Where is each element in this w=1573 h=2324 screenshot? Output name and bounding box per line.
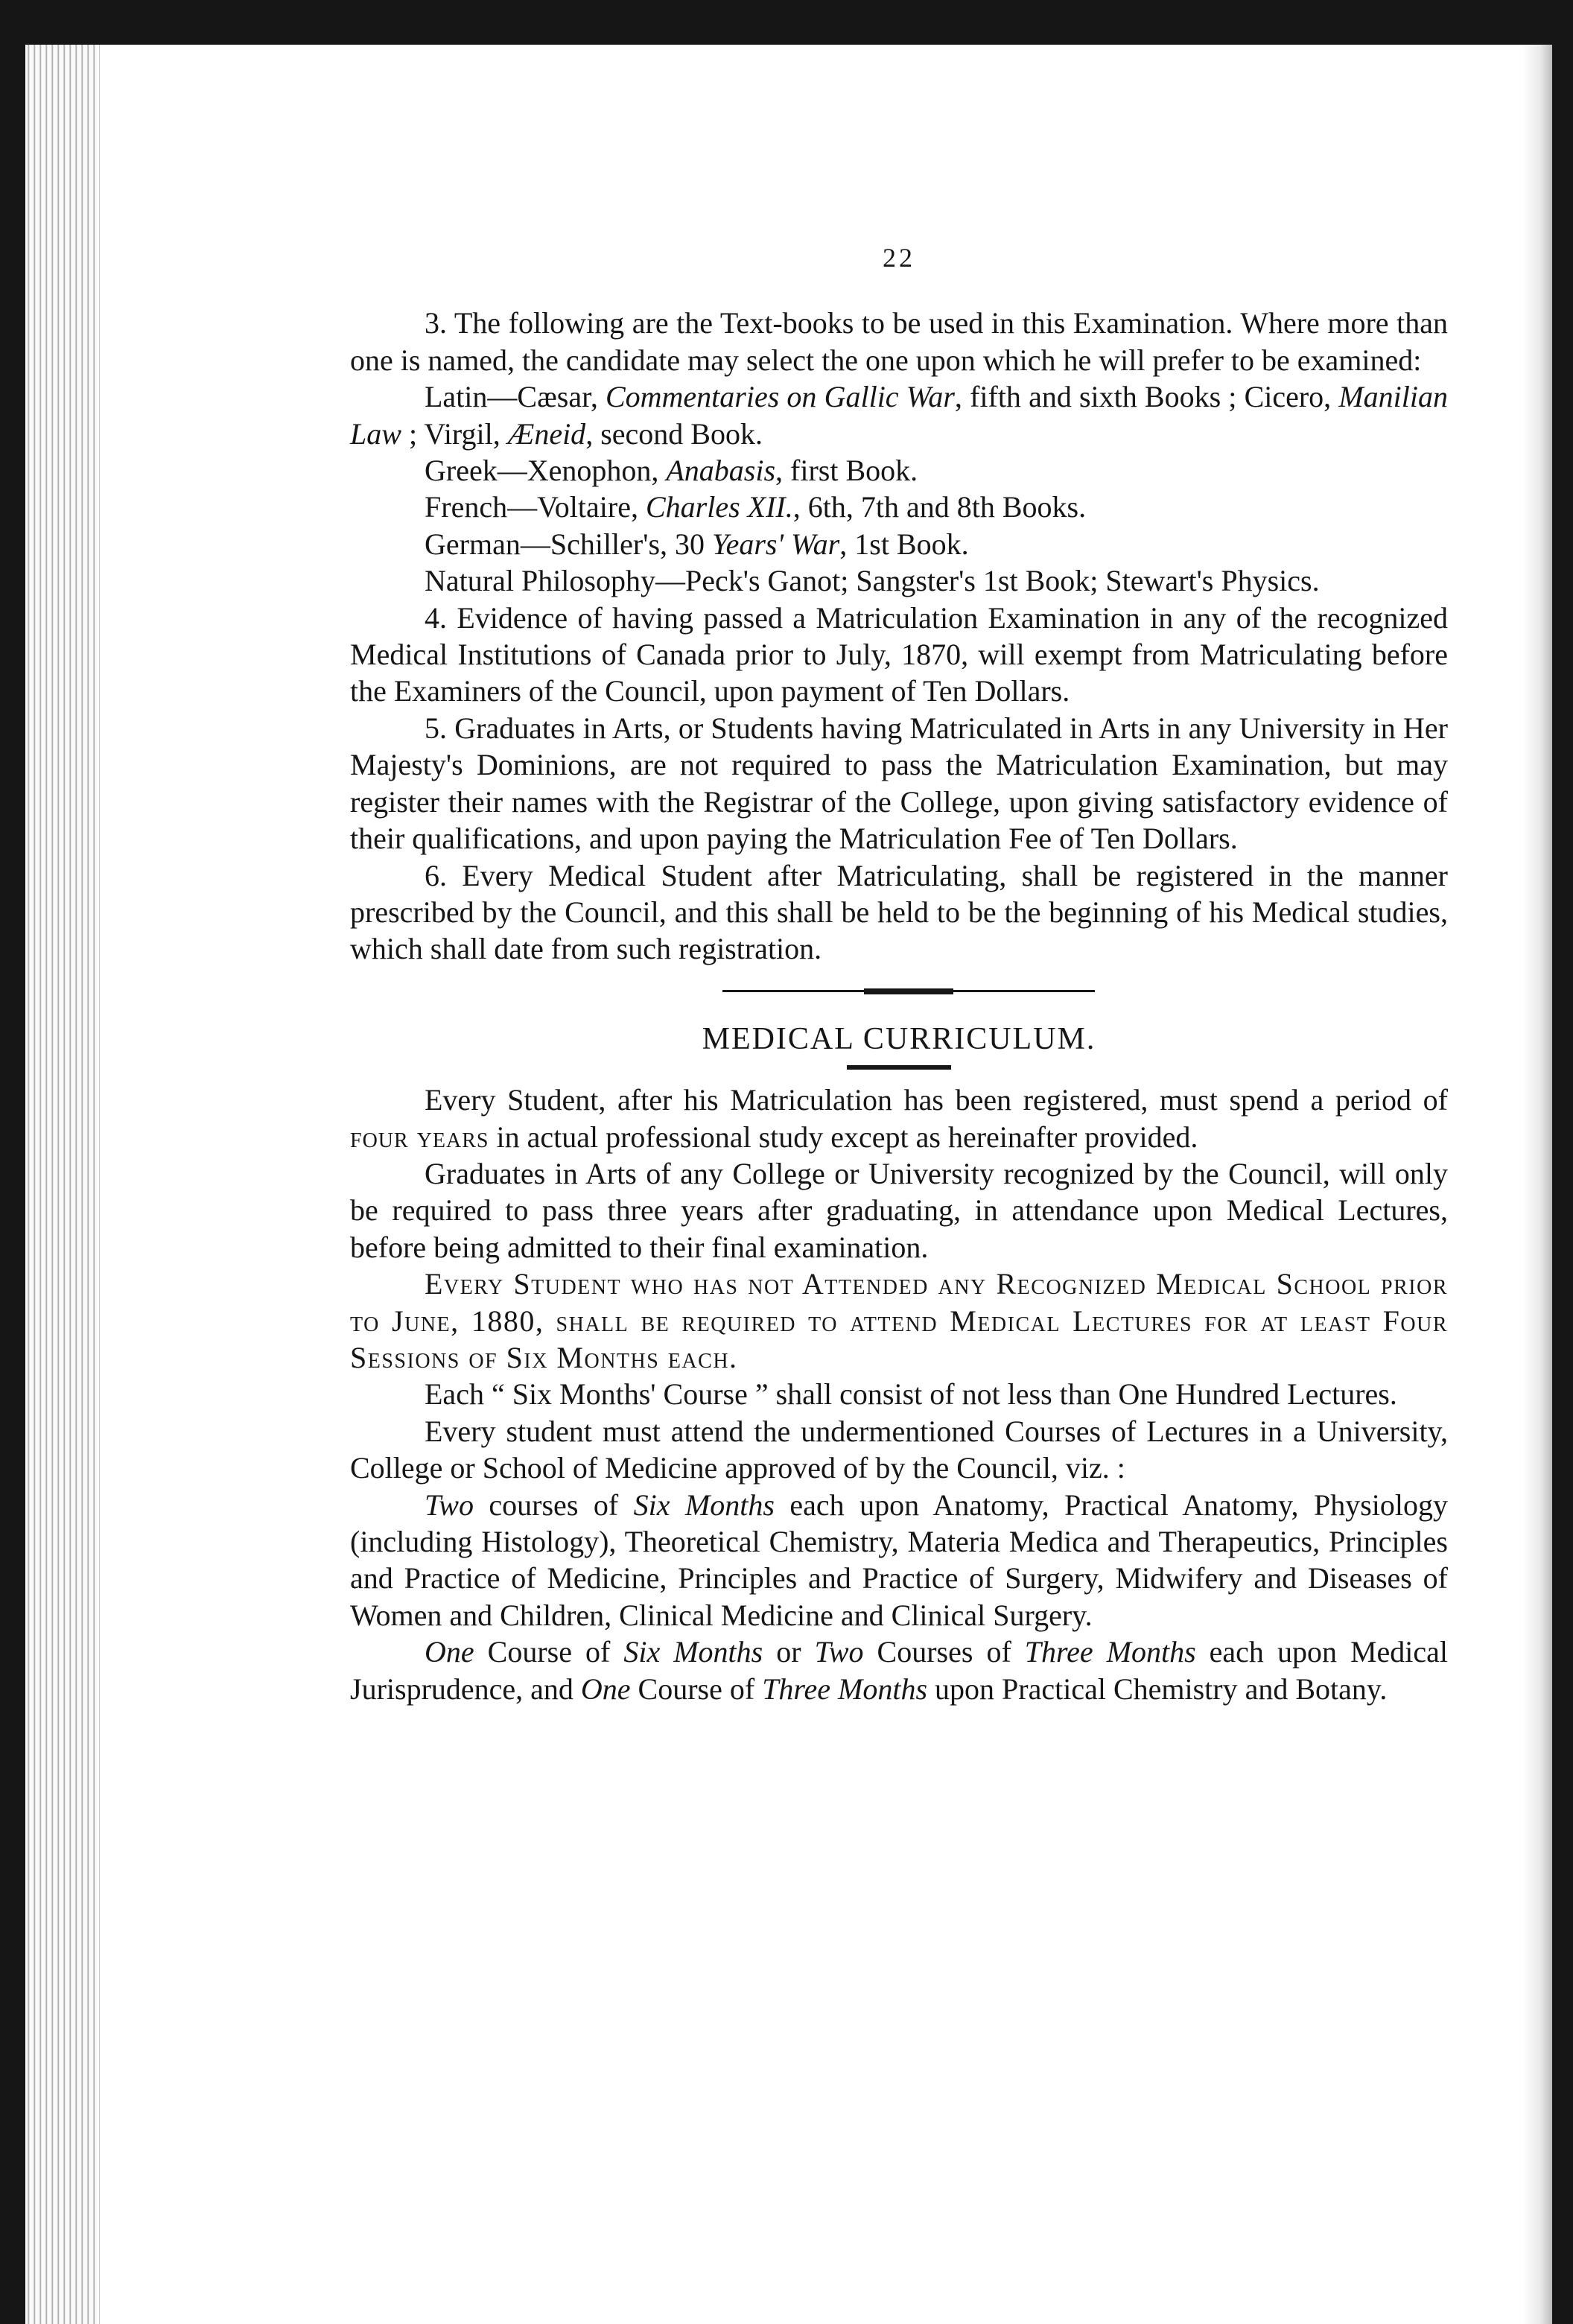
section-heading: MEDICAL CURRICULUM. [702, 1021, 1096, 1056]
section-divider [350, 968, 1448, 1021]
six-months-course-paragraph: Each “ Six Months' Course ” shall consist of not less than One Hundred Lectures. [425, 1377, 1397, 1412]
textbook-natural-philosophy: Natural Philosophy—Peck's Ganot; Sangster's 1st Book; Stewart's Physics. [425, 564, 1320, 598]
book-page [25, 45, 1552, 2324]
paragraph-4: 4. Evidence of having passed a Matriculation Examination in any of the recognized Medical Institutions of Canada prior to July, 1870, will exempt from Matriculating before the Examiners of the Council, upon payment of Ten Dollars. [350, 600, 1448, 708]
textbook-german: German—Schiller's, 30 Years' War, 1st Book. [425, 527, 969, 561]
two-courses-paragraph: Two courses of Six Months each upon Anatomy, Practical Anatomy, Physiology (including Histology), Theoretical Chemistry, Materia Medica and Therapeutics, Principles and Practice of Medicine, Principles and Practice of Surgery, Midwifery and Diseases of Women and Children, Clinical Medicine and Clinical Surgery. [350, 1488, 1448, 1632]
page-text [350, 194, 1448, 1707]
one-course-paragraph: One Course of Six Months or Two Courses of Three Months each upon Medical Jurisprudence, and One Course of Three Months upon Practical Chemistry and Botany. [350, 1635, 1449, 1706]
textbook-greek: Greek—Xenophon, Anabasis, first Book. [425, 454, 918, 488]
page-gutter-shadow [1522, 45, 1552, 2324]
small-caps-paragraph: Every Student who has not Attended any Recognized Medical School prior to June, 1880, shall be required to attend Medical Lectures for at least Four Sessions of Six Months each. [350, 1267, 1448, 1374]
graduates-paragraph: Graduates in Arts of any College or University recognized by the Council, will only be required to pass three years after graduating, in attendance upon Medical Lectures, before being admitted to their final examination. [350, 1156, 1448, 1264]
textbook-french: French—Voltaire, Charles XII., 6th, 7th and 8th Books. [425, 490, 1087, 524]
paragraph-3: 3. The following are the Text-books to be used in this Examination. Where more than one is named, the candidate may select the one upon which he will prefer to be examined: [350, 306, 1448, 377]
textbook-latin: Latin—Cæsar, Commentaries on Gallic War, fifth and sixth Books ; Cicero, Manilian Law ; Virgil, Æneid, second Book. [350, 380, 1449, 451]
page-number: 22 [883, 243, 915, 273]
page-edges [25, 45, 100, 2324]
paragraph-6: 6. Every Medical Student after Matriculating, shall be registered in the manner prescribed by the Council, and this shall be held to be the beginning of his Medical studies, which shall date from such registration. [350, 858, 1448, 966]
paragraph-5: 5. Graduates in Arts, or Students having Matriculated in Arts in any University in Her Majesty's Dominions, are not required to pass the Matriculation Examination, but may register their names with the Registrar of the College, upon giving satisfactory evidence of their qualifications, and upon paying the Matriculation Fee of Ten Dollars. [350, 711, 1448, 856]
every-student-paragraph: Every Student, after his Matriculation has been registered, must spend a period of four years in actual professional study except as hereinafter provided. [350, 1083, 1448, 1154]
courses-requirement-paragraph: Every student must attend the undermentioned Courses of Lectures in a University, College or School of Medicine approved of by the Council, viz. : [350, 1414, 1448, 1485]
heading-underline [847, 1065, 951, 1070]
